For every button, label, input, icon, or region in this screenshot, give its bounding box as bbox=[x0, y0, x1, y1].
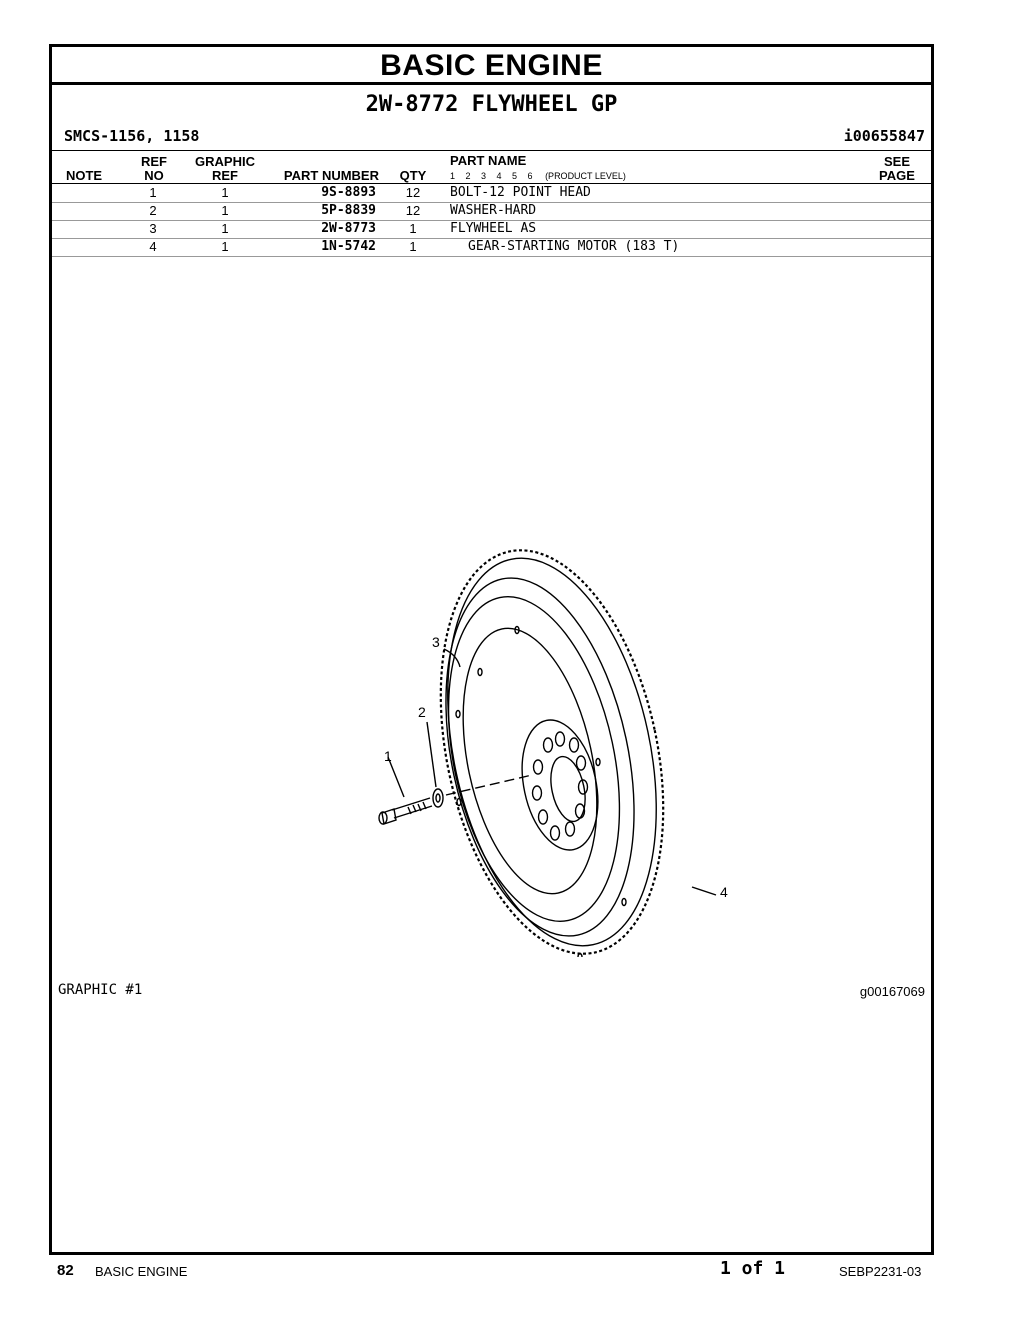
callout-3: 3 bbox=[432, 634, 440, 650]
part-name: FLYWHEEL AS bbox=[450, 221, 537, 236]
part-name: GEAR-STARTING MOTOR (183 T) bbox=[468, 239, 680, 254]
col-part-number: PART NUMBER bbox=[283, 168, 379, 183]
bolt-hole bbox=[534, 760, 543, 774]
ref-no: 1 bbox=[149, 185, 157, 200]
product-levels bbox=[450, 171, 626, 181]
bolt-hole bbox=[566, 822, 575, 836]
qty: 1 bbox=[409, 239, 417, 254]
graphic-ref: 1 bbox=[221, 185, 229, 200]
bolt-hole bbox=[556, 732, 565, 746]
washer bbox=[433, 789, 443, 807]
bolt-hole bbox=[533, 786, 542, 800]
col-qty: QTY bbox=[399, 168, 427, 183]
rim-hole bbox=[578, 954, 582, 958]
ref-no: 3 bbox=[149, 221, 157, 236]
col-graphic-bottom: REF bbox=[212, 168, 238, 183]
col-ref-bottom: NO bbox=[144, 168, 164, 183]
part-number: 5P-8839 bbox=[321, 203, 376, 218]
col-see-bottom: PAGE bbox=[879, 168, 915, 183]
callout-4: 4 bbox=[720, 884, 728, 900]
product-level-label: (PRODUCT LEVEL) bbox=[545, 171, 626, 181]
part-number: 1N-5742 bbox=[321, 239, 376, 254]
rim-hole bbox=[456, 711, 460, 718]
group-title: 2W-8772 FLYWHEEL GP bbox=[365, 92, 618, 117]
rim-hole bbox=[457, 799, 461, 806]
part-number: 9S-8893 bbox=[321, 185, 376, 200]
col-ref-top: REF bbox=[141, 154, 167, 169]
page-frame bbox=[49, 44, 934, 1255]
graphic-ref: 1 bbox=[221, 203, 229, 218]
bolt-hole bbox=[539, 810, 548, 824]
qty: 12 bbox=[405, 203, 421, 218]
footer-page-of: 1 of 1 bbox=[720, 1258, 786, 1279]
graphic-ref: 1 bbox=[221, 221, 229, 236]
ref-no: 4 bbox=[149, 239, 157, 254]
product-level-numbers: 1 2 3 4 5 6 bbox=[450, 171, 533, 181]
bolt-hole bbox=[551, 826, 560, 840]
graphic-ref: 1 bbox=[221, 239, 229, 254]
rim-hole bbox=[596, 759, 600, 766]
footer-document-id: SEBP2231-03 bbox=[839, 1264, 922, 1279]
callout-1: 1 bbox=[384, 748, 392, 764]
bolt-hole bbox=[570, 738, 579, 752]
table-row[interactable] bbox=[52, 184, 931, 203]
qty: 12 bbox=[405, 185, 421, 200]
title-bar bbox=[52, 47, 931, 85]
col-note: NOTE bbox=[65, 168, 103, 183]
bolt-hole bbox=[544, 738, 553, 752]
flywheel-exploded-diagram bbox=[312, 517, 752, 957]
callout-leader-2 bbox=[427, 722, 436, 787]
col-part-name: PART NAME bbox=[450, 153, 527, 168]
rim-hole bbox=[622, 899, 626, 906]
part-number: 2W-8773 bbox=[321, 221, 376, 236]
footer-section: BASIC ENGINE bbox=[95, 1264, 188, 1279]
qty: 1 bbox=[409, 221, 417, 236]
washer-hole bbox=[436, 794, 440, 802]
rim-hole bbox=[478, 669, 482, 676]
part-name: BOLT-12 POINT HEAD bbox=[450, 185, 591, 200]
page-title: BASIC ENGINE bbox=[380, 49, 603, 82]
footer-page-number: 82 bbox=[57, 1262, 74, 1279]
table-row[interactable] bbox=[52, 220, 931, 239]
table-header-rule bbox=[52, 150, 931, 151]
table-row[interactable] bbox=[52, 238, 931, 257]
callout-leader-4 bbox=[692, 887, 716, 895]
col-see-top: SEE bbox=[883, 154, 910, 169]
ref-no: 2 bbox=[149, 203, 157, 218]
col-graphic-top: GRAPHIC bbox=[195, 154, 255, 169]
callout-2: 2 bbox=[418, 704, 426, 720]
smcs-code: SMCS-1156, 1158 bbox=[64, 127, 200, 145]
bolt-head bbox=[382, 809, 396, 824]
flywheel-recess bbox=[441, 616, 618, 906]
illustration-id: i00655847 bbox=[843, 127, 925, 145]
part-name: WASHER-HARD bbox=[450, 203, 537, 218]
bolt-hole bbox=[577, 756, 586, 770]
graphic-id: g00167069 bbox=[859, 984, 925, 999]
graphic-label: GRAPHIC #1 bbox=[58, 982, 143, 998]
table-row[interactable] bbox=[52, 202, 931, 221]
